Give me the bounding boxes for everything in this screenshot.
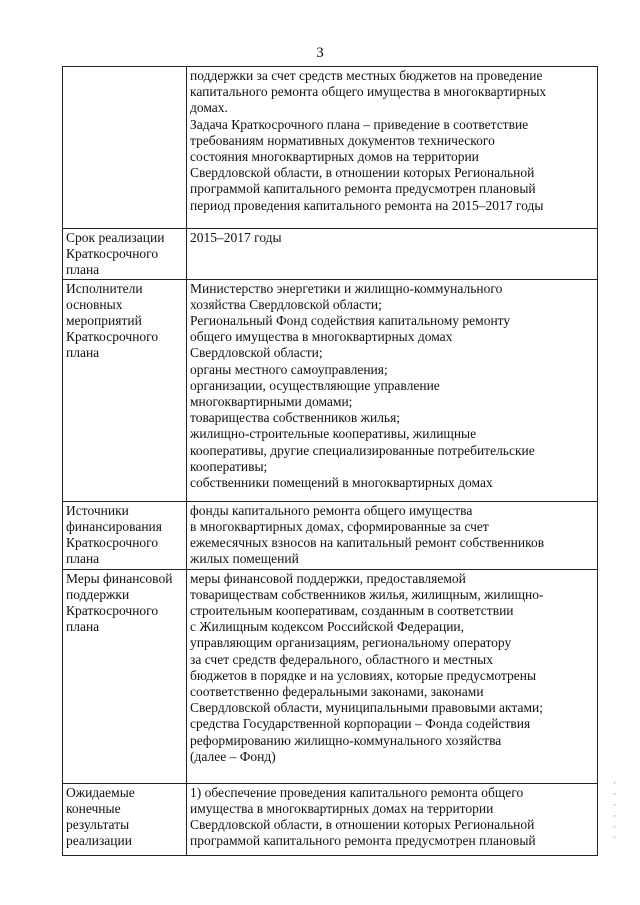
row-label — [63, 279, 187, 501]
label-line: финансирования — [66, 518, 162, 534]
label-line: Источники — [66, 502, 129, 518]
table-row — [63, 279, 598, 501]
text-line: кооперативы; — [190, 458, 268, 474]
row-label — [63, 783, 187, 855]
label-line: результаты — [66, 817, 130, 833]
label-line: основных — [66, 296, 123, 312]
table-row — [63, 783, 598, 855]
label-line: Краткосрочного — [66, 246, 159, 262]
label-line: Краткосрочного — [66, 535, 159, 551]
row-value — [187, 279, 598, 501]
text-line: органы местного самоуправления; — [190, 361, 388, 377]
text-line: программой капитального ремонта предусмотрен плановый — [190, 181, 536, 197]
plan-passport-table — [62, 66, 598, 856]
text-line: Свердловской области, в отношении которых Региональной — [190, 817, 535, 833]
text-line: Свердловской области, муниципальными правовыми актами; — [190, 700, 543, 716]
text-line: с Жилищным кодексом Российской Федерации, — [190, 619, 465, 635]
row-label — [63, 569, 187, 783]
label-line: мероприятий — [66, 313, 142, 329]
text-line: 1) обеспечение проведения капитального ремонта общего — [190, 784, 524, 800]
row-value — [187, 569, 598, 783]
table-row — [63, 569, 598, 783]
text-line: средства Государственной корпорации – Фонда содействия — [190, 716, 531, 732]
label-line: Меры финансовой — [66, 570, 173, 586]
label-line: Ожидаемые — [66, 784, 135, 800]
text-line: капитального ремонта общего имущества в многоквартирных — [190, 84, 547, 100]
text-line: управляющим организациям, региональному оператору — [190, 635, 512, 651]
label-line: плана — [66, 619, 100, 635]
text-line: ежемесячных взносов на капитальный ремонт собственников — [190, 535, 545, 551]
text-line: состояния многоквартирных домов на территории — [190, 149, 479, 165]
text-line: жилых помещений — [190, 551, 299, 567]
text-line: многоквартирными домами; — [190, 394, 353, 410]
text-line: Свердловской области; — [190, 345, 323, 361]
label-line: конечные — [66, 800, 121, 816]
row-label — [63, 229, 187, 280]
text-line: товарищества собственников жилья; — [190, 410, 401, 426]
text-line: товариществам собственников жилья, жилищным, жилищно- — [190, 586, 544, 602]
text-line: 2015–2017 годы — [190, 230, 282, 245]
label-line: плана — [66, 345, 100, 361]
text-line: бюджетов в порядке и на условиях, которые предусмотрены — [190, 667, 537, 683]
label-line: Срок реализации — [66, 230, 165, 245]
label-line: поддержки — [66, 586, 130, 602]
text-line: в многоквартирных домах, сформированные за счет — [190, 518, 489, 534]
label-line: плана — [66, 551, 100, 567]
row-label — [63, 67, 187, 229]
label-line: Краткосрочного — [66, 329, 159, 345]
text-line: за счет средств федерального, областного и местных — [190, 651, 494, 667]
row-value — [187, 501, 598, 569]
text-line: имущества в многоквартирных домах на территории — [190, 800, 494, 816]
label-line: плана — [66, 262, 100, 278]
table-row — [63, 67, 598, 229]
row-label — [63, 501, 187, 569]
row-value — [187, 67, 598, 229]
text-line: хозяйства Свердловской области; — [190, 296, 382, 312]
page-number: 3 — [316, 45, 324, 61]
text-line: общего имущества в многоквартирных домах — [190, 329, 453, 345]
text-line: соответственно федеральными законами, законами — [190, 684, 484, 700]
label-line: Краткосрочного — [66, 603, 159, 619]
text-line: Региональный Фонд содействия капитальному ремонту — [190, 313, 511, 329]
row-value — [187, 229, 598, 280]
text-line: поддержки за счет средств местных бюджетов на проведение — [190, 68, 543, 83]
text-line: фонды капитального ремонта общего имущества — [190, 502, 473, 518]
row-value — [187, 783, 598, 855]
text-line: собственники помещений в многоквартирных домах — [190, 475, 493, 491]
text-line: реформированию жилищно-коммунального хозяйства — [190, 732, 502, 748]
text-line: организации, осуществляющие управление — [190, 377, 440, 393]
label-line: реализации — [66, 833, 132, 849]
text-line: кооперативы, другие специализированные потребительские — [190, 442, 535, 458]
text-line: Свердловской области, в отношении которых Региональной — [190, 165, 535, 181]
text-line: Задача Краткосрочного плана – приведение в соответствие — [190, 116, 529, 132]
text-line: требованиям нормативных документов технического — [190, 132, 495, 148]
text-line: меры финансовой поддержки, предоставляемой — [190, 570, 466, 586]
label-line: Исполнители — [66, 280, 143, 296]
text-line: период проведения капитального ремонта на 2015–2017 годы — [190, 197, 544, 213]
table-row — [63, 501, 598, 569]
text-line: жилищно-строительные кооперативы, жилищные — [190, 426, 477, 442]
text-line: Министерство энергетики и жилищно-коммунального — [190, 280, 503, 296]
table-row — [63, 229, 598, 280]
text-line: строительным кооперативам, созданным в соответствии — [190, 603, 514, 619]
text-line: (далее – Фонд) — [190, 748, 276, 764]
margin-stamp-mark: ▪ ▪ ▪ ▪ ▪ ▪ — [611, 780, 618, 843]
text-line: домах. — [190, 100, 228, 116]
text-line: программой капитального ремонта предусмотрен плановый — [190, 833, 536, 849]
